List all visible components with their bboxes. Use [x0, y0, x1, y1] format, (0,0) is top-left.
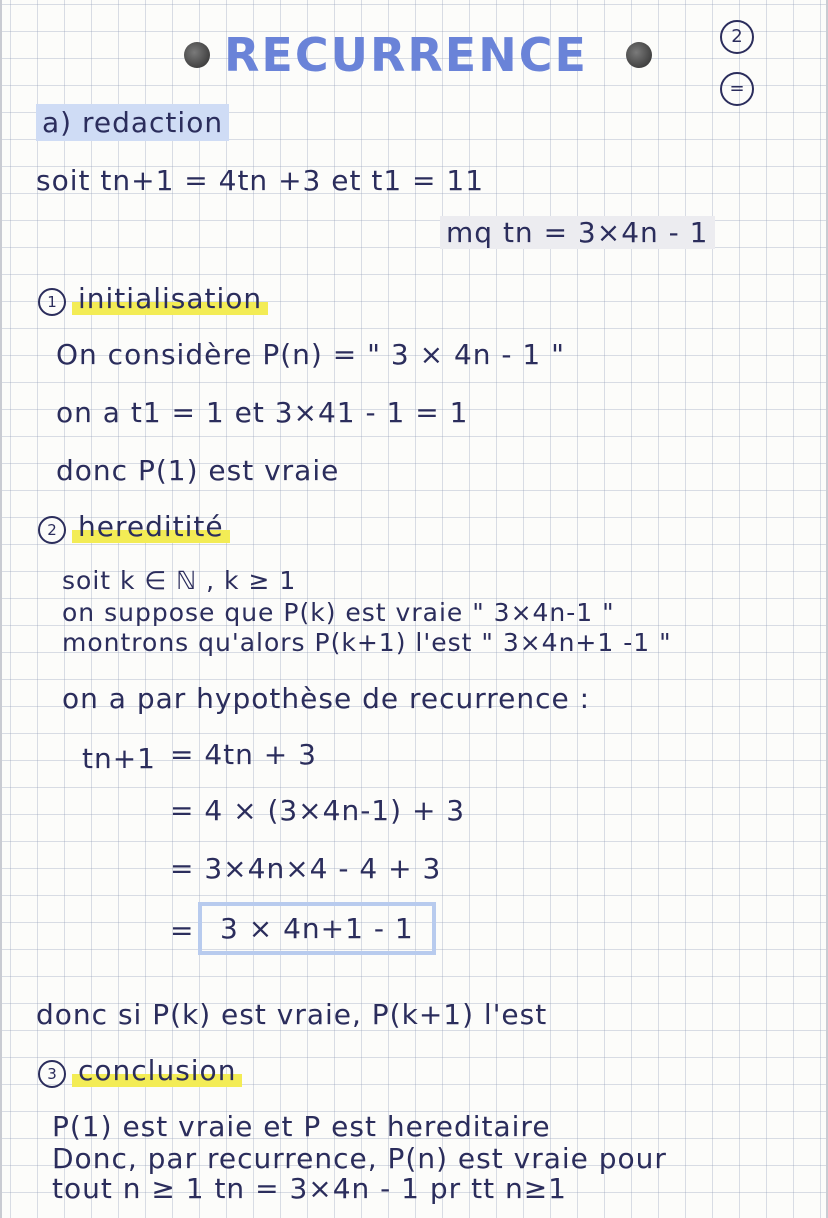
concl-line-3: tout n ≥ 1 tn = 3×4n - 1 pr tt n≥1 [52, 1172, 567, 1205]
hered-line-1: soit k ∈ ℕ , k ≥ 1 [62, 566, 297, 595]
calc-lhs: tn+1 [82, 742, 156, 775]
step-3-badge: 3 [38, 1060, 66, 1088]
concl-heading: conclusion [72, 1054, 242, 1087]
init-line-3: donc P(1) est vraie [56, 454, 340, 487]
calc-step-3: = 3×4n×4 - 4 + 3 [170, 852, 442, 885]
concl-line-2: Donc, par recurrence, P(n) est vraie pour [52, 1142, 667, 1175]
equals-mark: = [720, 72, 754, 106]
section-a-heading: a) redaction [36, 104, 229, 141]
step-1-badge: 1 [38, 288, 66, 316]
hered-heading: hereditité [72, 510, 230, 543]
calc-result-box: 3 × 4n+1 - 1 [198, 902, 436, 955]
intro-line-1: soit tn+1 = 4tn +3 et t1 = 11 [36, 164, 485, 197]
bullet-dot-icon [626, 42, 652, 68]
hered-line-3: montrons qu'alors P(k+1) l'est " 3×4n+1 -1 " [62, 628, 672, 657]
intro-line-2: mq tn = 3×4n - 1 [440, 216, 715, 249]
init-heading: initialisation [72, 282, 268, 315]
page-title: RECURRENCE [224, 28, 588, 82]
calc-step-4-equals: = [170, 914, 195, 947]
calc-step-1: = 4tn + 3 [170, 738, 317, 771]
calc-step-2: = 4 × (3×4n-1) + 3 [170, 794, 466, 827]
step-2-badge: 2 [38, 516, 66, 544]
page-number-mark: 2 [720, 20, 754, 54]
bullet-dot-icon [184, 42, 210, 68]
concl-line-1: P(1) est vraie et P est hereditaire [52, 1110, 551, 1143]
init-line-2: on a t1 = 1 et 3×41 - 1 = 1 [56, 396, 469, 429]
hered-line-2: on suppose que P(k) est vraie " 3×4n-1 " [62, 598, 615, 627]
hered-line-5: donc si P(k) est vraie, P(k+1) l'est [36, 998, 548, 1031]
init-line-1: On considère P(n) = " 3 × 4n - 1 " [56, 338, 566, 371]
hered-line-4: on a par hypothèse de recurrence : [62, 682, 591, 715]
